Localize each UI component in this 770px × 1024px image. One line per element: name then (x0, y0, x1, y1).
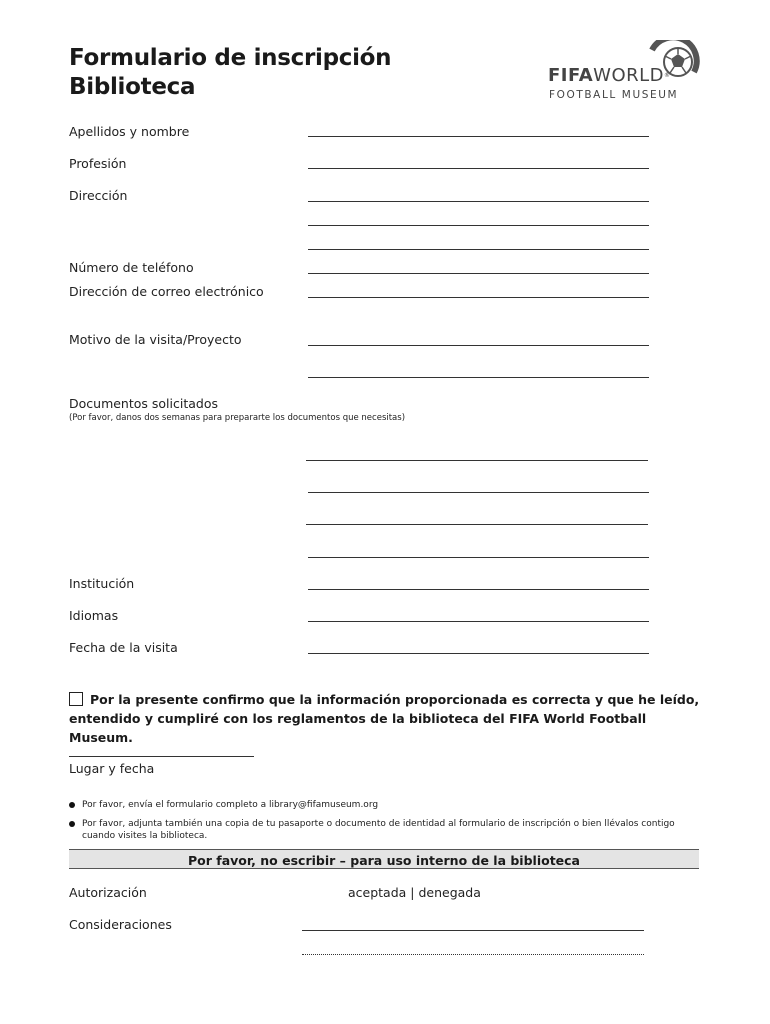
languages-field[interactable] (308, 621, 649, 622)
reason-label: Motivo de la visita/Proyecto (69, 332, 242, 347)
instruction-text: Por favor, envía el formulario completo a library@fifamuseum.org (82, 800, 379, 810)
form-title-line2: Biblioteca (69, 74, 196, 100)
considerations-field-line2[interactable] (302, 954, 644, 955)
confirmation-text: Por la presente confirmo que la información proporcionada es correcta y que he leído, entendido y cumpliré con los reglamentos de la biblioteca del FIFA World Football Museum. (69, 692, 700, 745)
documents-field-line1[interactable] (306, 460, 648, 461)
considerations-label: Consideraciones (69, 917, 172, 932)
logo-subtitle: FOOTBALL MUSEUM (549, 89, 679, 101)
address-field-line1[interactable] (308, 201, 649, 202)
name-label: Apellidos y nombre (69, 124, 190, 139)
fifa-museum-logo (548, 40, 708, 104)
address-field-line3[interactable] (308, 249, 649, 250)
address-label: Dirección (69, 188, 128, 203)
address-field-line2[interactable] (308, 225, 649, 226)
reason-field-line2[interactable] (308, 377, 649, 378)
visit-date-field[interactable] (308, 653, 649, 654)
place-date-label: Lugar y fecha (69, 761, 155, 776)
form-title (69, 44, 391, 102)
documents-field-line3[interactable] (306, 524, 648, 525)
logo-brand: FIFAWORLD® (548, 65, 671, 86)
bullet-icon (69, 821, 75, 827)
considerations-field-line1[interactable] (302, 930, 644, 931)
documents-field-line4[interactable] (308, 557, 649, 558)
instruction-text: Por favor, adjunta también una copia de tu pasaporte o documento de identidad al formulario de inscripción o bien llévalos contigo cuando visites la biblioteca. (82, 819, 675, 841)
documents-field-line2[interactable] (308, 492, 649, 493)
institution-label: Institución (69, 576, 135, 591)
bullet-icon (69, 802, 75, 808)
confirmation-block (69, 690, 709, 747)
reason-field-line1[interactable] (308, 345, 649, 346)
logo-brand-rest: WORLD (593, 65, 665, 86)
instruction-item (69, 799, 709, 811)
instruction-item (69, 818, 709, 842)
email-field[interactable] (308, 297, 649, 298)
profession-label: Profesión (69, 156, 127, 171)
logo-brand-bold: FIFA (548, 65, 594, 86)
documents-note: (Por favor, danos dos semanas para prepararte los documentos que necesitas) (69, 413, 406, 423)
phone-field[interactable] (308, 273, 649, 274)
authorization-label: Autorización (69, 885, 147, 900)
authorization-options[interactable]: aceptada | denegada (348, 885, 481, 900)
form-title-line1: Formulario de inscripción (69, 45, 392, 71)
documents-label: Documentos solicitados (69, 396, 218, 411)
phone-label: Número de teléfono (69, 260, 194, 275)
visit-date-label: Fecha de la visita (69, 640, 178, 655)
internal-use-banner (69, 849, 699, 869)
internal-use-banner-text: Por favor, no escribir – para uso interno de la biblioteca (184, 853, 584, 868)
languages-label: Idiomas (69, 608, 119, 623)
profession-field[interactable] (308, 168, 649, 169)
place-date-field[interactable] (69, 756, 254, 757)
confirmation-checkbox[interactable] (69, 692, 83, 706)
institution-field[interactable] (308, 589, 649, 590)
email-label: Dirección de correo electrónico (69, 284, 264, 299)
name-field[interactable] (308, 136, 649, 137)
